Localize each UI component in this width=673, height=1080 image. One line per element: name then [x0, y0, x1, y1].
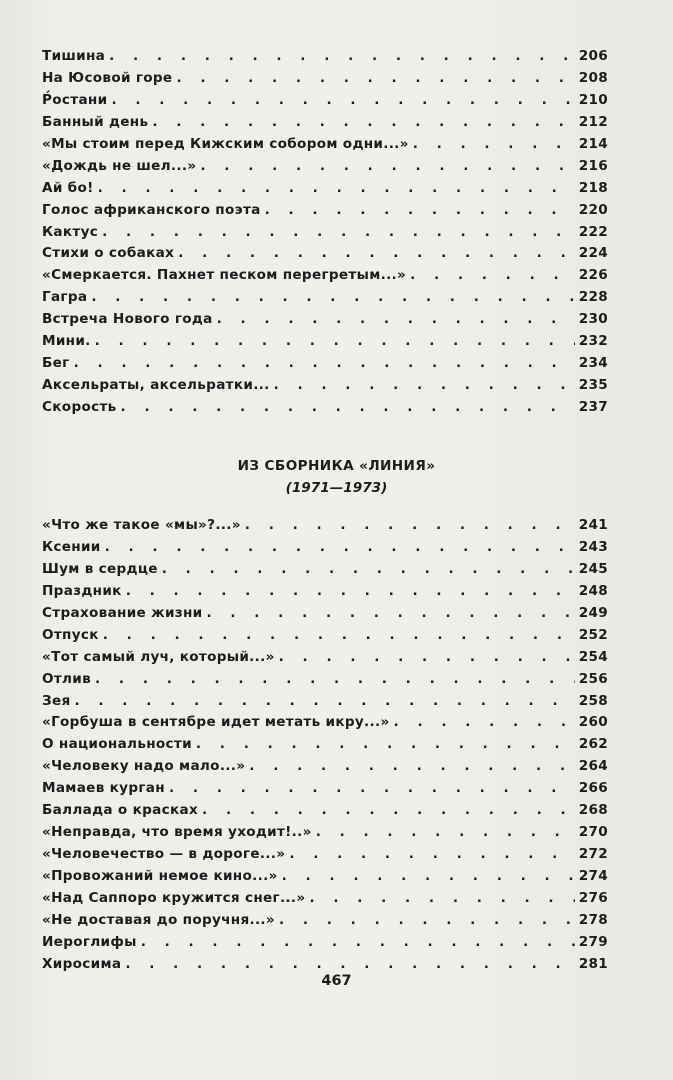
toc-entry-page: 214	[578, 135, 608, 152]
toc-entry	[42, 778, 608, 800]
toc-leader-dots	[111, 90, 574, 112]
toc-entry-title: «Провожаний немое кино...»	[42, 868, 278, 884]
toc-entry-page: 218	[578, 179, 608, 196]
toc-entry-title: Стихи о собаках	[42, 245, 175, 262]
toc-entry-page: 278	[578, 911, 608, 928]
toc-entry-title: Иероглифы	[42, 933, 137, 950]
toc-entry	[42, 353, 608, 375]
toc-leader-dots	[265, 200, 575, 222]
toc-entry-title: Ксении	[42, 538, 101, 555]
toc-entry	[42, 669, 608, 691]
section-years: (1971—1973)	[285, 480, 388, 496]
toc-entry-page: 243	[578, 538, 608, 555]
toc-entry-page: 264	[578, 758, 608, 775]
toc-entry-page: 235	[578, 377, 608, 394]
toc-entry	[42, 265, 608, 287]
toc-entry-page: 252	[578, 626, 608, 643]
toc-entry-page: 226	[578, 267, 608, 284]
toc-entry	[42, 90, 608, 112]
toc-entry-page: 232	[578, 333, 608, 350]
toc-leader-dots	[141, 932, 575, 954]
toc-entry-title: «Неправда, что время уходит!..»	[42, 824, 312, 841]
toc-entry	[42, 375, 608, 397]
toc-leader-dots	[75, 691, 575, 713]
toc-entry-title: «Тот самый луч, который...»	[42, 648, 275, 665]
toc-entry-title: Встреча Нового года	[42, 311, 213, 328]
toc-entry	[42, 691, 608, 713]
toc-list-part1	[42, 46, 608, 419]
toc-entry	[42, 888, 608, 910]
toc-entry-title: «Горбуша в сентябре идет метать икру...»	[42, 714, 390, 731]
toc-entry-page: 237	[578, 399, 608, 415]
toc-entry-page: 281	[578, 955, 608, 972]
toc-entry-title: Зея	[42, 692, 71, 709]
toc-entry-page: 241	[578, 517, 608, 533]
toc-entry	[42, 559, 608, 581]
toc-entry	[42, 932, 608, 954]
toc-entry-title: Тишина	[42, 48, 106, 64]
toc-entry-title: Отпуск	[42, 626, 99, 643]
toc-leader-dots	[105, 537, 575, 559]
toc-entry-title: Страхование жизни	[42, 604, 203, 621]
toc-entry	[42, 581, 608, 603]
toc-leader-dots	[202, 800, 575, 822]
toc-entry	[42, 603, 608, 625]
toc-entry	[42, 537, 608, 559]
toc-leader-dots	[200, 156, 574, 178]
toc-entry-title: «Что же такое «мы»?...»	[42, 517, 241, 533]
toc-entry	[42, 844, 608, 866]
toc-entry-page: 260	[578, 714, 608, 731]
toc-entry-page: 272	[578, 846, 608, 863]
toc-entry-title: Баллада о красках	[42, 802, 199, 819]
toc-entry-page: 210	[578, 91, 608, 108]
toc-leader-dots	[217, 309, 575, 331]
toc-leader-dots	[245, 515, 575, 537]
toc-entry-page: 262	[578, 736, 608, 753]
toc-entry-page: 276	[578, 889, 608, 906]
toc-entry-title: Банный день	[42, 113, 149, 130]
toc-entry	[42, 287, 608, 309]
toc-entry-title: «Дождь не шел...»	[42, 157, 197, 174]
toc-entry-page: 268	[578, 802, 608, 819]
toc-entry	[42, 156, 608, 178]
toc-entry-title: Гагра	[42, 289, 88, 306]
toc-entry	[42, 756, 608, 778]
toc-entry-title: Кактус	[42, 223, 99, 240]
toc-entry-page: 279	[578, 933, 608, 950]
toc-entry-title: «Смеркается. Пахнет песком перегретым...»	[42, 267, 407, 284]
toc-entry-page: 230	[578, 311, 608, 328]
page-number: 467	[321, 973, 352, 989]
toc-leader-dots	[196, 734, 575, 756]
toc-entry	[42, 331, 608, 353]
toc-entry-title: Праздник	[42, 582, 122, 599]
toc-entry-title: Скорость	[42, 399, 117, 415]
toc-entry	[42, 866, 608, 888]
toc-leader-dots	[98, 178, 575, 200]
toc-entry-title: «Человеку надо мало...»	[42, 758, 246, 775]
toc-entry-page: 206	[578, 48, 608, 64]
toc-leader-dots	[279, 910, 575, 932]
toc-entry-title: Р́остани	[42, 91, 108, 108]
toc-entry	[42, 712, 608, 734]
toc-entry-title: Ай бо!	[42, 179, 94, 196]
toc-leader-dots	[169, 778, 575, 800]
toc-entry	[42, 243, 608, 265]
toc-entry-page: 258	[578, 692, 608, 709]
toc-leader-dots	[410, 265, 575, 287]
toc-entry-title: «Не доставая до поручня...»	[42, 911, 275, 928]
toc-entry-page: 256	[578, 670, 608, 687]
toc-entry-title: Шум в сердце	[42, 560, 158, 577]
toc-entry-page: 222	[578, 223, 608, 240]
toc-entry-page: 245	[578, 560, 608, 577]
toc-entry-page: 212	[578, 113, 608, 130]
toc-entry	[42, 515, 608, 537]
toc-entry-page: 208	[578, 69, 608, 86]
toc-entry	[42, 734, 608, 756]
toc-leader-dots	[95, 331, 575, 353]
toc-leader-dots	[309, 888, 574, 910]
toc-entry-page: 216	[578, 157, 608, 174]
toc-entry-title: «Мы стоим перед Кижским собором одни...»	[42, 135, 409, 152]
toc-leader-dots	[316, 822, 575, 844]
toc-leader-dots	[74, 353, 575, 375]
toc-entry	[42, 134, 608, 156]
toc-entry	[42, 625, 608, 647]
toc-entry-page: 266	[578, 780, 608, 797]
toc-entry-title: Отлив	[42, 670, 92, 687]
toc-leader-dots	[178, 243, 575, 265]
toc-entry	[42, 822, 608, 844]
toc-entry-title: Хиросима	[42, 955, 122, 972]
toc-entry-page: 274	[578, 868, 608, 884]
toc-entry	[42, 397, 608, 419]
toc-entry-title: Мамаев курган	[42, 780, 165, 797]
toc-list-part2	[42, 515, 608, 976]
toc-leader-dots	[176, 68, 574, 90]
toc-leader-dots	[95, 669, 575, 691]
toc-entry-title: Голос африканского поэта	[42, 201, 261, 218]
toc-entry-title: На Юсовой горе	[42, 69, 173, 86]
toc-leader-dots	[289, 844, 574, 866]
toc-entry	[42, 647, 608, 669]
toc-leader-dots	[413, 134, 575, 156]
toc-entry-page: 224	[578, 245, 608, 262]
toc-entry-title: О национальности	[42, 736, 192, 753]
toc-entry	[42, 800, 608, 822]
toc-entry-title: «Человечество — в дороге...»	[42, 846, 286, 863]
toc-leader-dots	[279, 647, 575, 669]
toc-leader-dots	[274, 375, 575, 397]
toc-entry	[42, 68, 608, 90]
toc-leader-dots	[394, 712, 575, 734]
toc-entry-page: 234	[578, 355, 608, 372]
toc-entry	[42, 200, 608, 222]
toc-entry-page: 228	[578, 289, 608, 306]
toc-leader-dots	[162, 559, 575, 581]
toc-entry-page: 248	[578, 582, 608, 599]
toc-entry-title: Бег	[42, 355, 70, 372]
toc-leader-dots	[103, 625, 575, 647]
toc-entry-page: 249	[578, 604, 608, 621]
toc-leader-dots	[126, 581, 575, 603]
toc-leader-dots	[282, 866, 575, 888]
toc-leader-dots	[91, 287, 574, 309]
toc-entry	[42, 910, 608, 932]
toc-leader-dots	[206, 603, 574, 625]
toc-entry-title: «Над Саппоро кружится снег...»	[42, 889, 306, 906]
toc-leader-dots	[249, 756, 574, 778]
toc-leader-dots	[102, 222, 575, 244]
toc-entry	[42, 46, 608, 68]
toc-leader-dots	[121, 397, 575, 419]
toc-entry-title: Аксельраты, аксельратки...	[42, 377, 270, 394]
toc-entry	[42, 178, 608, 200]
toc-entry-title: Мини.	[42, 333, 91, 350]
toc-entry	[42, 222, 608, 244]
toc-entry-page: 254	[578, 648, 608, 665]
section-title: ИЗ СБОРНИКА «ЛИНИЯ»	[237, 458, 436, 474]
toc-entry	[42, 309, 608, 331]
toc-entry	[42, 112, 608, 134]
toc-leader-dots	[152, 112, 574, 134]
toc-leader-dots	[109, 46, 575, 68]
toc-entry-page: 270	[578, 824, 608, 841]
toc-entry-page: 220	[578, 201, 608, 218]
